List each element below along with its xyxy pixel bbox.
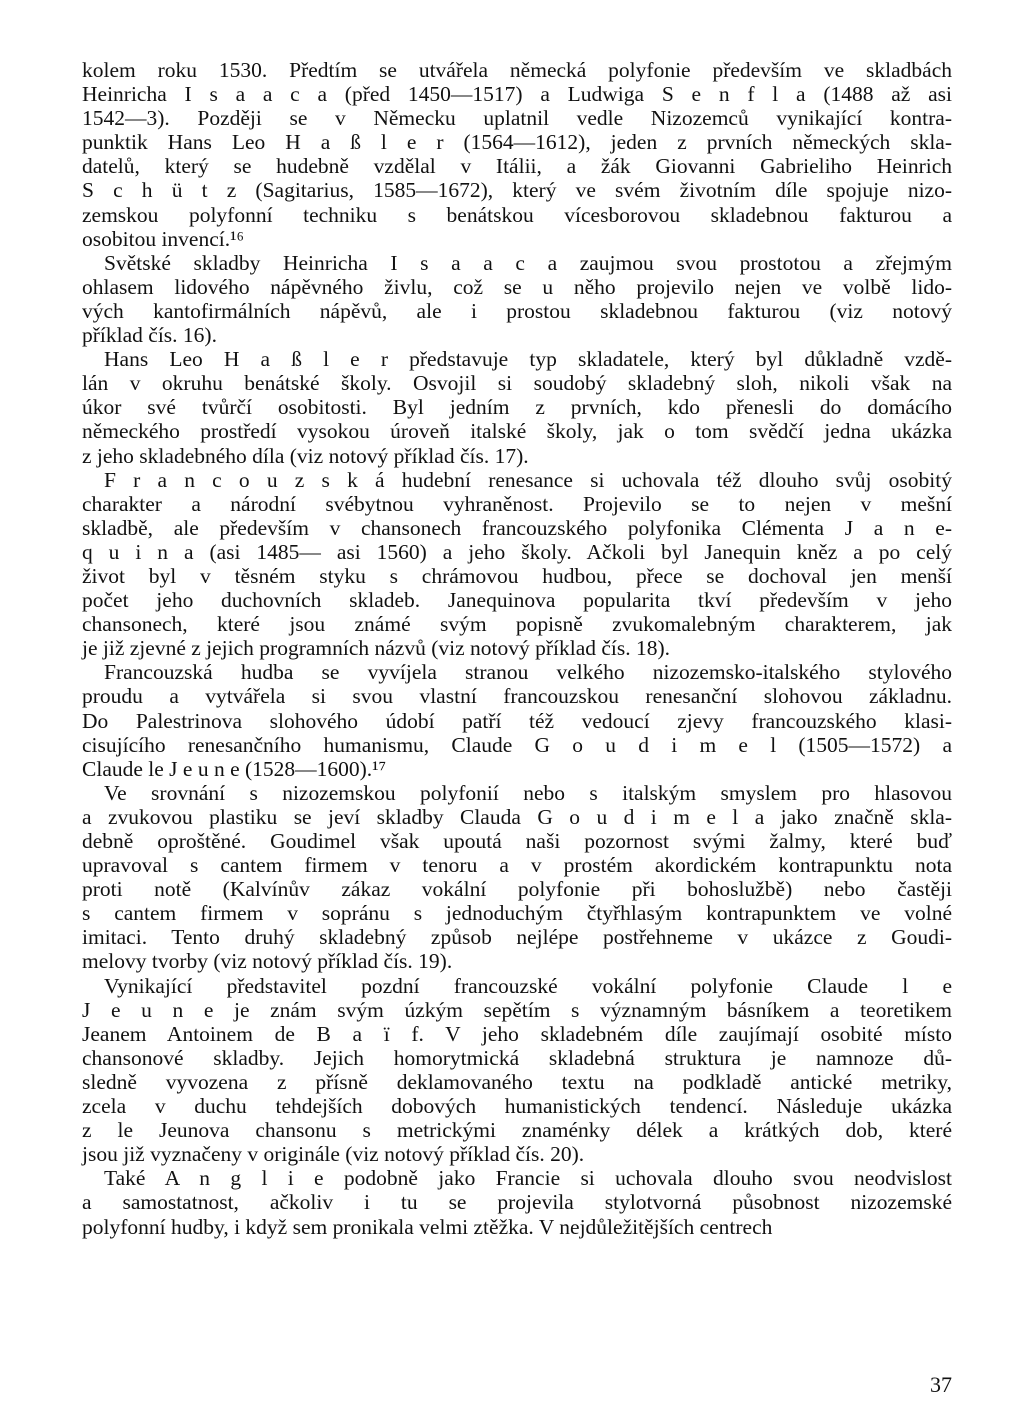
text-line: F r a n c o u z s k á hudební renesance si uchovala též dlouho svůj osobitý	[104, 467, 952, 492]
paragraph	[82, 347, 952, 467]
text-line: a zvukovou plastiku se jeví skladby Clauda G o u d i m e l a jako značně skla-	[82, 804, 952, 829]
text-line: Francouzská hudba se vyvíjela stranou velkého nizozemsko-italského stylového	[104, 660, 952, 685]
text-line: Claude le J e u n e (1528—1600).¹⁷	[82, 756, 387, 781]
text-line: S c h ü t z (Sagitarius, 1585—1672), který ve svém životním díle spojuje nizo-	[82, 178, 952, 203]
text-line: punktik Hans Leo H a ß l e r (1564—1612), jeden z prvních německých skla-	[82, 130, 952, 155]
text-line: německého prostředí vysokou úroveň italské školy, jak o tom svědčí jedna ukázka	[82, 419, 952, 444]
text-line: život byl v těsném styku s chrámovou hudbou, přece se dochoval jen menší	[82, 563, 952, 588]
paragraph	[82, 660, 952, 780]
text-line: chansonech, které jsou známé svým popisně zvukomalebným charakterem, jak	[82, 612, 952, 637]
page-body	[82, 58, 952, 1239]
text-line: sledně vyvozena z přísně deklamovaného textu na podkladě antické metriky,	[82, 1069, 952, 1094]
text-line: kolem roku 1530. Předtím se utvářela německá polyfonie především ve skladbách	[82, 58, 952, 82]
paragraph	[82, 974, 952, 1167]
text-line: proti notě (Kalvínův zákaz vokální polyfonie při bohoslužbě) nebo častěji	[82, 877, 952, 902]
paragraph	[82, 1166, 952, 1238]
text-line: Jeanem Antoinem de B a ï f. V jeho skladebném díle zaujímají osobité místo	[82, 1021, 952, 1046]
text-line: Vynikající představitel pozdní francouzské vokální polyfonie Claude l e	[104, 973, 952, 998]
text-line: zcela v duchu tehdejších dobových humanistických tendencí. Následuje ukázka	[82, 1094, 952, 1119]
text-line: jsou již vyznačeny v originále (viz notový příklad čís. 20).	[82, 1142, 585, 1167]
text-line: polyfonní hudby, i když sem pronikala velmi ztěžka. V nejdůležitějších centrech	[82, 1214, 773, 1239]
text-line: Ve srovnání s nizozemskou polyfonií nebo s italským smyslem pro hlasovou	[104, 780, 952, 805]
text-line: s cantem firmem v sopránu s jednoduchým čtyřhlasým kontrapunktem ve volné	[82, 901, 952, 926]
text-line: osobitou invencí.¹⁶	[82, 226, 245, 251]
text-line: je již zjevné z jejich programních názvů (viz notový příklad čís. 18).	[82, 636, 671, 661]
text-line: q u i n a (asi 1485— asi 1560) a jeho školy. Ačkoli byl Janequin kněz a po celý	[82, 539, 952, 564]
text-line: Hans Leo H a ß l e r představuje typ skladatele, který byl důkladně vzdě-	[104, 347, 952, 372]
text-line: ohlasem lidového nápěvného živlu, což se u něho projevilo nejen ve volbě lido-	[82, 274, 952, 299]
paragraph	[82, 251, 952, 347]
text-line: z jeho skladebného díla (viz notový příklad čís. 17).	[82, 443, 529, 468]
text-line: charakter a národní svébytnou vyhraněnost. Projevilo se to nejen v mešní	[82, 491, 952, 516]
text-line: Do Palestrinova slohového údobí patří též vedoucí zjevy francouzského klasi-	[82, 708, 952, 733]
text-line: vých kantofirmálních nápěvů, ale i prostou skladebnou fakturou (viz notový	[82, 298, 952, 323]
text-line: úkor své tvůrčí osobitosti. Byl jedním z prvních, kdo přenesli do domácího	[82, 395, 952, 420]
text-line: chansonové skladby. Jejich homorytmická skladebná struktura je namnoze dů-	[82, 1045, 952, 1070]
text-line: 1542—3). Později se v Německu uplatnil vedle Nizozemců vynikající kontra-	[82, 106, 952, 131]
text-line: cisujícího renesančního humanismu, Claude G o u d i m e l (1505—1572) a	[82, 732, 952, 757]
text-line: skladbě, ale především v chansonech francouzského polyfonika Clémenta J a n e-	[82, 515, 952, 540]
paragraph	[82, 468, 952, 661]
text-line: počet jeho duchovních skladeb. Janequinova popularita tkví především v jeho	[82, 588, 952, 613]
text-line: imitaci. Tento druhý skladebný způsob nejlépe postřehneme v ukázce z Goudi-	[82, 925, 952, 950]
text-line: Také A n g l i e podobně jako Francie si uchovala dlouho svou neodvislost	[104, 1166, 952, 1191]
paragraph	[82, 781, 952, 974]
text-line: proudu a vytvářela si svou vlastní francouzskou renesanční slohovou základnu.	[82, 684, 952, 709]
text-line: z le Jeunova chansonu s metrickými znaménky délek a krátkých dob, které	[82, 1118, 952, 1143]
paragraph	[82, 58, 952, 251]
text-line: upravoval s cantem firmem v tenoru a v prostém akordickém kontrapunktu nota	[82, 853, 952, 878]
text-line: J e u n e je znám svým úzkým sepětím s významným básníkem a teoretikem	[82, 997, 952, 1022]
page-number: 37	[930, 1372, 952, 1397]
text-line: a samostatnost, ačkoliv i tu se projevila stylotvorná působnost nizozemské	[82, 1190, 952, 1215]
text-line: melovy tvorby (viz notový příklad čís. 19).	[82, 949, 453, 974]
text-line: debně oproštěné. Goudimel však upoutá naši pozornost svými žalmy, které buď	[82, 829, 952, 853]
text-line: příklad čís. 16).	[82, 323, 217, 348]
text-line: Heinricha I s a a c a (před 1450—1517) a Ludwiga S e n f l a (1488 až asi	[82, 82, 952, 107]
text-line: zemskou polyfonní techniku s benátskou vícesborovou skladebnou fakturou a	[82, 202, 952, 227]
text-line: lán v okruhu benátské školy. Osvojil si soudobý skladebný sloh, nikoli však na	[82, 371, 952, 396]
text-line: Světské skladby Heinricha I s a a c a zaujmou svou prostotou a zřejmým	[104, 250, 952, 275]
text-line: datelů, který se hudebně vzdělal v Itálii, a žák Giovanni Gabrieliho Heinrich	[82, 154, 952, 179]
